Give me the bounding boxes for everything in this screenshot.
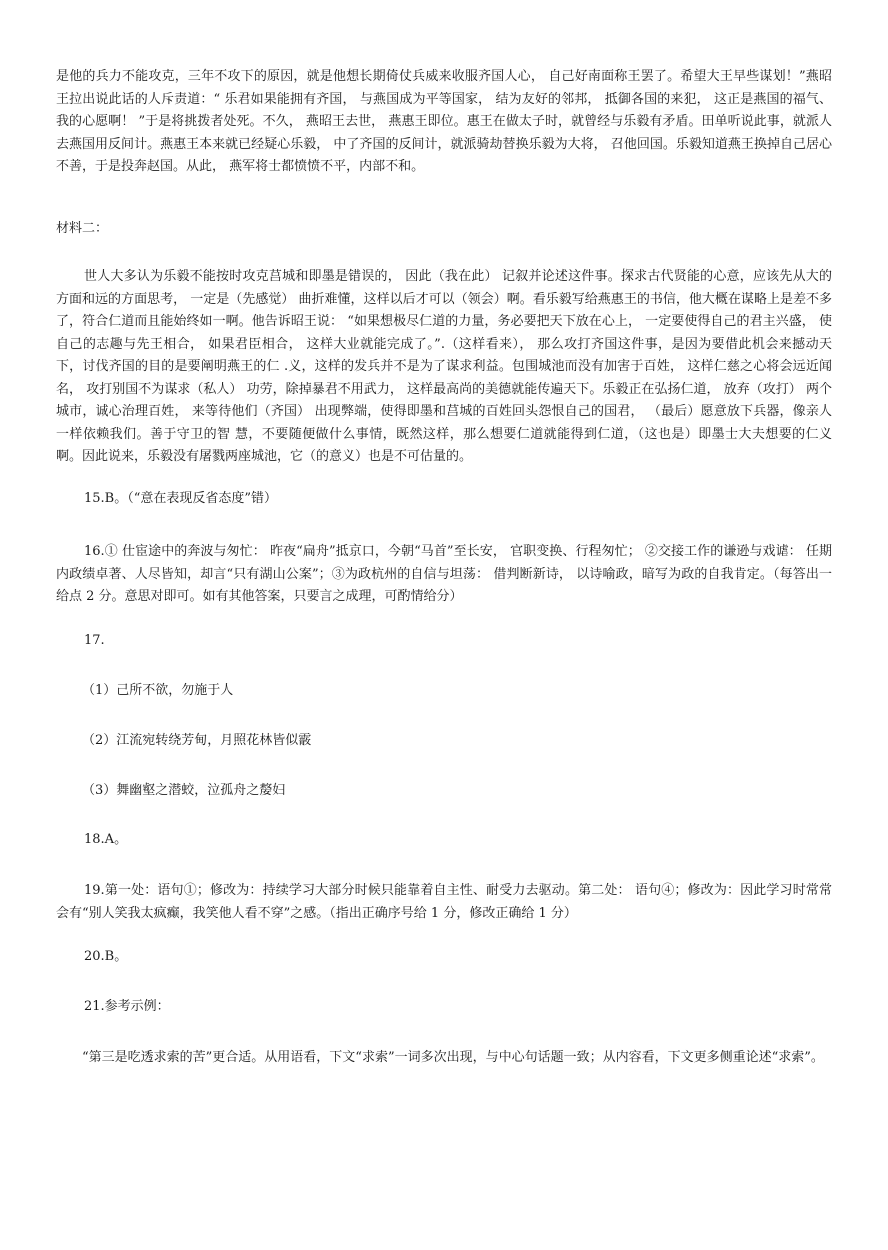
- material-two-label: 材料二：: [56, 221, 109, 236]
- material-two-text: 世人大多认为乐毅不能按时攻克莒城和即墨是错误的， 因此（我在此） 记叙并论述这件事。探求古代贤能的心意，应该先从大的方面和远的方面思考， 一定是（先感觉） 曲折难懂，这样以后才可以（领会）啊。看乐毅写给燕惠王的书信，他大概在谋略上是差不多了，符合仁道而且能始终如一啊。他告诉昭王说： “如果想极尽仁道的力量，务必要把天下放在心上， 一定要使得自己的君主兴盛， 使自己的志趣与先王相合， 如果君臣相合， 这样大业就能完成了。”.（这样看来）， 那么攻打齐国这件事，是因为要借此机会来撼动天下，讨伐齐国的目的是要阐明燕王的仁 .义，这样的发兵并不是为了谋求利益。包围城池而没有加害于百姓， 这样仁慈之心将会远近闻名， 攻打别国不为谋求（私人） 功劳，除掉暴君不用武力， 这样最高尚的美德就能传遍天下。乐毅正在弘扬仁道， 放弃（攻打） 两个城市，诚心治理百姓， 来等待他们（齐国） 出现弊端，使得即墨和莒城的百姓回头怨恨自己的国君， （最后）愿意放下兵器，像亲人一样依赖我们。善于守卫的智 慧，不要随便做什么事情，既然这样，那么想要仁道就能得到仁道，（这也是）即墨士大夫想要的仁义啊。因此说来，乐毅没有屠戮两座城池，它（的意义）也是不可估量的。: [56, 269, 832, 464]
- answer-21-heading: 21.参考示例：: [84, 999, 170, 1014]
- answer-17-heading: 17.: [84, 633, 105, 648]
- answer-17-item-2: （2）江流宛转绕芳甸，月照花林皆似霰: [82, 733, 312, 748]
- answer-17-item-3: （3）舞幽壑之潜蛟，泣孤舟之嫠妇: [82, 783, 286, 798]
- answer-18: 18.A。: [84, 832, 128, 847]
- material-one-continued: 是他的兵力不能攻克，三年不攻下的原因，就是他想长期倚仗兵威来收服齐国人心， 自己好南面称王罢了。希望大王早些谋划！”燕昭王拉出说此话的人斥责道：“ 乐君如果能拥有齐国， 与燕国成为平等国家， 结为友好的邻邦， 抵御各国的来犯， 这正是燕国的福气、我的心愿啊！ ”于是将挑拨者处死。不久， 燕昭王去世， 燕惠王即位。惠王在做太子时，就曾经与乐毅有矛盾。田单听说此事，就派人去燕国用反间计。燕惠王本来就已经疑心乐毅， 中了齐国的反间计，就派骑劫替换乐毅为大将， 召他回国。乐毅知道燕王换掉自己居心不善，于是投奔赵国。从此， 燕军将士都愤愤不平，内部不和。: [56, 69, 832, 174]
- answer-16: 16.① 仕宦途中的奔波与匆忙： 昨夜“扁舟”抵京口，今朝“马首”至长安， 官职变换、行程匆忙； ②交接工作的谦逊与戏谑： 任期内政绩卓著、人尽皆知，却言“只有湖山公案”；③为政杭州的自信与坦荡： 借判断新诗， 以诗喻政，暗写为政的自我肯定。（每答出一给点 2 分。意思对即可。如有其他答案，只要言之成理，可酌情给分）: [56, 544, 832, 604]
- answer-17-item-1: （1）己所不欲，勿施于人: [82, 683, 234, 698]
- answer-20: 20.B。: [84, 949, 128, 964]
- answer-21-sample: “第三是吃透求索的苦”更合适。从用语看，下文“求索”一词多次出现，与中心句话题一致；从内容看，下文更多侧重论述“求索”。: [82, 1050, 824, 1065]
- answer-15: 15.B。（“意在表现反省态度”错）: [84, 491, 278, 506]
- answer-19: 19.第一处：语句①；修改为：持续学习大部分时候只能靠着自主性、耐受力去驱动。第二处： 语句④；修改为：因此学习时常常会有“别人笑我太疯癫，我笑他人看不穿”之感。（指出正确序号给 1 分，修改正确给 1 分）: [56, 883, 832, 921]
